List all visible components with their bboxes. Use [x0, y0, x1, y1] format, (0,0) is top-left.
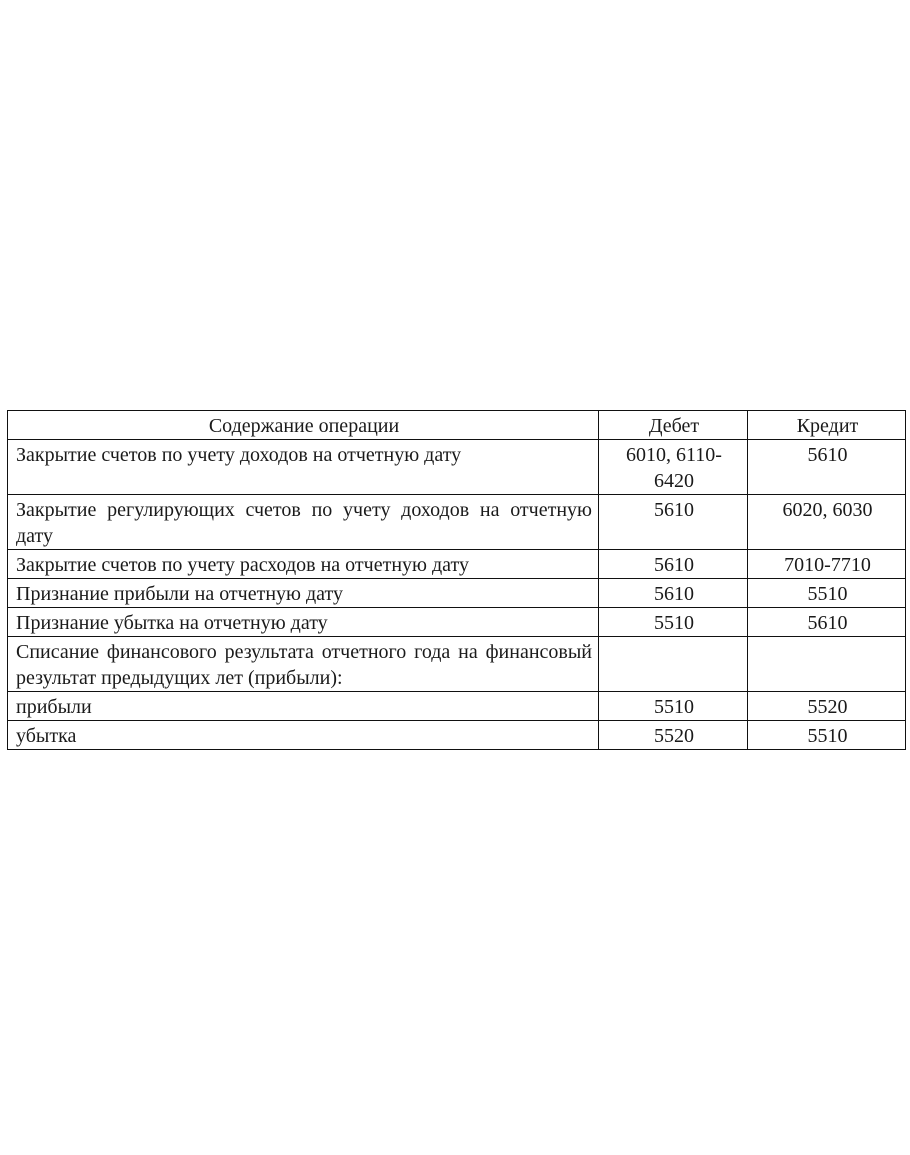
- debit-cell: 5520: [599, 721, 748, 750]
- debit-cell: 5510: [599, 608, 748, 637]
- credit-cell: 5510: [748, 579, 906, 608]
- operation-cell: убытка: [8, 721, 599, 750]
- table-row: [8, 721, 906, 750]
- credit-cell: [748, 637, 906, 692]
- table-row: [8, 550, 906, 579]
- debit-cell: 5610: [599, 495, 748, 550]
- debit-cell: 5610: [599, 579, 748, 608]
- debit-cell: 5610: [599, 550, 748, 579]
- header-debit: Дебет: [599, 411, 748, 440]
- debit-cell: [599, 637, 748, 692]
- credit-cell: 6020, 6030: [748, 495, 906, 550]
- debit-cell: 6010, 6110-6420: [599, 440, 748, 495]
- header-credit: Кредит: [748, 411, 906, 440]
- operations-table: [7, 410, 906, 750]
- table-row: [8, 692, 906, 721]
- table-row: [8, 440, 906, 495]
- table-header-row: [8, 411, 906, 440]
- operation-cell: Списание финансового результата отчетного года на финансовый результат предыдущих лет (прибыли):: [8, 637, 599, 692]
- operation-cell: Признание убытка на отчетную дату: [8, 608, 599, 637]
- table-row: [8, 579, 906, 608]
- credit-cell: 5610: [748, 440, 906, 495]
- credit-cell: 5610: [748, 608, 906, 637]
- table-row: [8, 495, 906, 550]
- header-operation: Содержание операции: [8, 411, 599, 440]
- debit-cell: 5510: [599, 692, 748, 721]
- credit-cell: 5520: [748, 692, 906, 721]
- credit-cell: 7010-7710: [748, 550, 906, 579]
- table-row: [8, 637, 906, 692]
- operation-cell: Закрытие счетов по учету расходов на отчетную дату: [8, 550, 599, 579]
- operation-cell: Признание прибыли на отчетную дату: [8, 579, 599, 608]
- operation-cell: прибыли: [8, 692, 599, 721]
- table-row: [8, 608, 906, 637]
- operation-cell: Закрытие счетов по учету доходов на отчетную дату: [8, 440, 599, 495]
- credit-cell: 5510: [748, 721, 906, 750]
- operation-cell: Закрытие регулирующих счетов по учету доходов на отчетную дату: [8, 495, 599, 550]
